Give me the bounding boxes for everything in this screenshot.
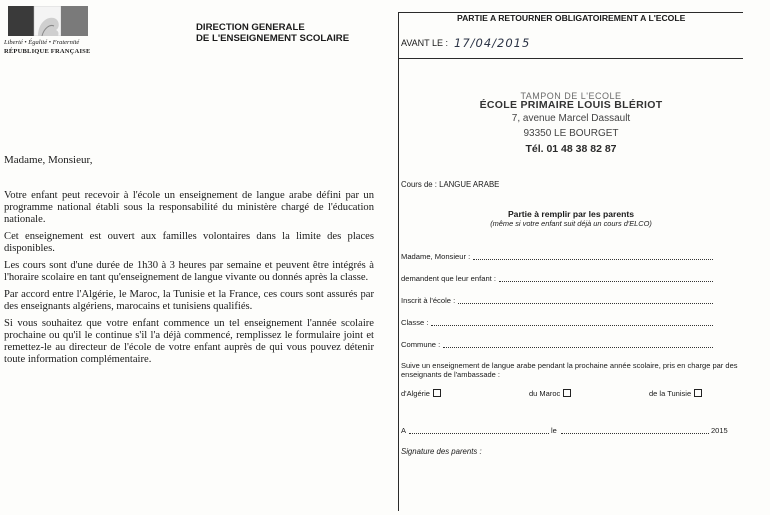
deadline-label: AVANT LE : xyxy=(401,38,449,48)
letter-paragraph: Par accord entre l'Algérie, le Maroc, la Tunisie et la France, ces cours sont assurés par des enseignants algériens, marocains et tunisiens qualifiés. xyxy=(4,289,374,312)
country-label: d'Algérie xyxy=(401,389,430,398)
field-label: Madame, Monsieur : xyxy=(401,252,471,261)
class-field[interactable] xyxy=(401,318,713,328)
fill-line[interactable] xyxy=(458,296,713,304)
place-label: A xyxy=(401,426,407,435)
place-fill-line[interactable] xyxy=(409,433,549,434)
letter-paragraph: Cet enseignement est ouvert aux familles volontaires dans la limite des places disponibles. xyxy=(4,231,374,254)
date-fill-line[interactable] xyxy=(561,433,709,434)
stamp-title: TAMPON DE L'ECOLE xyxy=(520,91,622,101)
republic-logo xyxy=(2,6,94,58)
deadline-date[interactable]: 17/04/2015 xyxy=(454,36,531,50)
school-phone: Tél. 01 48 38 82 87 xyxy=(525,143,617,155)
school-city: 93350 LE BOURGET xyxy=(523,128,619,139)
marianne-flag-icon xyxy=(8,6,88,36)
country-label: du Maroc xyxy=(529,389,561,398)
school-address: 7, avenue Marcel Dassault xyxy=(511,113,631,124)
field-label: Inscrit à l'école : xyxy=(401,296,456,305)
coupon-header: PARTIE A RETOURNER OBLIGATOIREMENT A L'ECOLE xyxy=(457,13,686,23)
letter-greeting: Madame, Monsieur, xyxy=(4,154,93,166)
school-field[interactable] xyxy=(401,296,713,306)
checkbox[interactable] xyxy=(433,389,441,397)
return-coupon xyxy=(398,12,743,511)
fill-line[interactable] xyxy=(473,252,713,260)
letter-paragraph: Les cours sont d'une durée de 1h30 à 3 heures par semaine et peuvent être intégrés à l'horaire scolaire en tant qu'enseignement de langue vivante ou donnés après la classe. xyxy=(4,260,374,283)
enrollment-statement: Suive un enseignement de langue arabe pendant la prochaine année scolaire, pris en charge par des enseignants de l'ambassade : xyxy=(401,361,738,379)
commune-field[interactable] xyxy=(401,340,713,350)
field-label: Commune : xyxy=(401,340,441,349)
year-label: 2015 xyxy=(711,426,728,435)
direction-heading xyxy=(196,22,349,44)
letter-paragraph: Votre enfant peut recevoir à l'école un enseignement de langue arabe défini par un programme national établi sous la responsabilité du ministère chargé de l'éducation nationale. xyxy=(4,190,374,225)
checkbox[interactable] xyxy=(694,389,702,397)
divider xyxy=(399,58,743,59)
school-stamp xyxy=(399,91,743,157)
date-label: le xyxy=(551,426,557,435)
country-option-algeria[interactable] xyxy=(401,389,441,398)
country-label: de la Tunisie xyxy=(649,389,692,398)
republic-motto: Liberté • Égalité • Fraternité xyxy=(4,39,80,46)
direction-line-1: DIRECTION GENERALE xyxy=(196,22,305,33)
letter-paragraph: Si vous souhaitez que votre enfant commence un tel enseignement l'année scolaire prochaine ou qu'il le continue s'il l'a déjà commencé, remplissez le formulaire joint et remettez-le au directeur de l'école de votre enfant auprès de qui vous pouvez détenir toute information complémentaire. xyxy=(4,318,374,365)
course-label: Cours de : LANGUE ARABE xyxy=(401,180,500,189)
parent-name-field[interactable] xyxy=(401,252,713,262)
country-option-tunisia[interactable] xyxy=(649,389,702,398)
fill-line[interactable] xyxy=(443,340,713,348)
direction-line-2: DE L'ENSEIGNEMENT SCOLAIRE xyxy=(196,33,350,44)
school-name: ÉCOLE PRIMAIRE LOUIS BLÉRIOT xyxy=(479,99,663,111)
letter-body xyxy=(4,190,374,371)
parents-signature-label: Signature des parents : xyxy=(401,447,482,456)
fill-line[interactable] xyxy=(431,318,713,326)
child-name-field[interactable] xyxy=(401,274,713,284)
field-label: Classe : xyxy=(401,318,429,327)
checkbox[interactable] xyxy=(563,389,571,397)
republic-name: RÉPUBLIQUE FRANÇAISE xyxy=(4,48,91,55)
country-option-morocco[interactable] xyxy=(529,389,571,398)
parents-section-title: Partie à remplir par les parents xyxy=(507,209,635,219)
fill-line[interactable] xyxy=(499,274,713,282)
field-label: demandent que leur enfant : xyxy=(401,274,496,283)
parents-section-subtitle: (même si votre enfant suit déjà un cours d'ELCO) xyxy=(490,219,652,228)
